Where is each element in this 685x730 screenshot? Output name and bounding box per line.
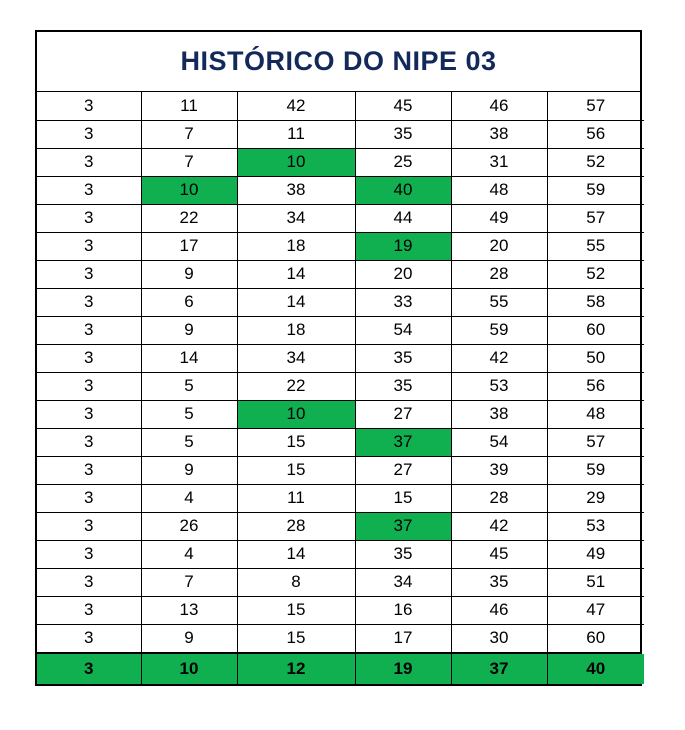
table-cell[interactable]: 7: [141, 120, 237, 148]
table-cell[interactable]: 34: [237, 204, 355, 232]
table-row: [37, 288, 644, 316]
table-cell[interactable]: 3: [37, 148, 141, 176]
table-row: [37, 400, 644, 428]
table-cell[interactable]: 17: [141, 232, 237, 260]
table-cell[interactable]: 59: [547, 456, 644, 484]
history-table-body: [37, 92, 644, 652]
table-cell[interactable]: 14: [237, 540, 355, 568]
table-cell[interactable]: 3: [37, 232, 141, 260]
table-cell[interactable]: 46: [451, 596, 547, 624]
table-cell[interactable]: 8: [237, 568, 355, 596]
table-cell[interactable]: 50: [547, 344, 644, 372]
table-cell[interactable]: 38: [451, 400, 547, 428]
table-cell[interactable]: 22: [237, 372, 355, 400]
table-cell[interactable]: 57: [547, 428, 644, 456]
table-cell[interactable]: 14: [237, 288, 355, 316]
table-cell[interactable]: 46: [451, 92, 547, 120]
table-row: [37, 204, 644, 232]
table-cell[interactable]: 11: [237, 484, 355, 512]
table-cell[interactable]: 34: [355, 568, 451, 596]
table-cell[interactable]: 53: [547, 512, 644, 540]
history-table: [37, 92, 644, 652]
table-cell[interactable]: 26: [141, 512, 237, 540]
table-cell[interactable]: 15: [355, 484, 451, 512]
table-cell[interactable]: 18: [237, 316, 355, 344]
table-cell[interactable]: 3: [37, 624, 141, 652]
table-cell[interactable]: 18: [237, 232, 355, 260]
table-cell[interactable]: 7: [141, 148, 237, 176]
table-cell[interactable]: 3: [37, 568, 141, 596]
table-cell[interactable]: 27: [355, 400, 451, 428]
table-cell[interactable]: 34: [237, 344, 355, 372]
table-cell[interactable]: 3: [37, 176, 141, 204]
table-cell[interactable]: 28: [237, 512, 355, 540]
table-cell[interactable]: 37: [355, 428, 451, 456]
page-title: HISTÓRICO DO NIPE 03: [180, 46, 497, 76]
table-cell[interactable]: 59: [547, 176, 644, 204]
table-cell[interactable]: 9: [141, 260, 237, 288]
table-row: [37, 624, 644, 652]
table-cell[interactable]: 55: [451, 288, 547, 316]
table-cell[interactable]: 45: [355, 92, 451, 120]
table-cell[interactable]: 35: [355, 120, 451, 148]
table-cell[interactable]: 9: [141, 316, 237, 344]
table-cell[interactable]: 33: [355, 288, 451, 316]
table-cell[interactable]: 3: [37, 456, 141, 484]
table-cell[interactable]: 37: [355, 512, 451, 540]
table-cell[interactable]: 56: [547, 372, 644, 400]
table-row: [37, 92, 644, 120]
table-cell[interactable]: 15: [237, 624, 355, 652]
table-cell[interactable]: 3: [37, 316, 141, 344]
table-cell[interactable]: 25: [355, 148, 451, 176]
table-cell[interactable]: 3: [37, 596, 141, 624]
table-cell[interactable]: 48: [451, 176, 547, 204]
table-cell[interactable]: 3: [37, 540, 141, 568]
table-row: [37, 316, 644, 344]
table-cell[interactable]: 38: [237, 176, 355, 204]
table-cell[interactable]: 6: [141, 288, 237, 316]
table-cell[interactable]: 5: [141, 372, 237, 400]
summary-cell[interactable]: 12: [237, 654, 355, 684]
table-cell[interactable]: 11: [141, 92, 237, 120]
table-cell[interactable]: 14: [237, 260, 355, 288]
table-cell[interactable]: 30: [451, 624, 547, 652]
table-row: [37, 540, 644, 568]
table-cell[interactable]: 40: [355, 176, 451, 204]
table-cell[interactable]: 29: [547, 484, 644, 512]
table-row: [37, 176, 644, 204]
table-cell[interactable]: 57: [547, 92, 644, 120]
table-cell[interactable]: 35: [355, 372, 451, 400]
table-cell[interactable]: 31: [451, 148, 547, 176]
table-cell[interactable]: 10: [141, 176, 237, 204]
table-cell[interactable]: 54: [355, 316, 451, 344]
summary-cell[interactable]: 19: [355, 654, 451, 684]
table-cell[interactable]: 60: [547, 624, 644, 652]
table-row: [37, 596, 644, 624]
table-cell[interactable]: 19: [355, 232, 451, 260]
table-cell[interactable]: 42: [451, 344, 547, 372]
table-cell[interactable]: 49: [451, 204, 547, 232]
table-cell[interactable]: 45: [451, 540, 547, 568]
table-cell[interactable]: 3: [37, 92, 141, 120]
summary-table: [37, 654, 644, 684]
table-row: [37, 344, 644, 372]
table-cell[interactable]: 3: [37, 288, 141, 316]
table-row: [37, 484, 644, 512]
table-cell[interactable]: 3: [37, 400, 141, 428]
table-cell[interactable]: 49: [547, 540, 644, 568]
table-row: [37, 148, 644, 176]
table-cell[interactable]: 28: [451, 260, 547, 288]
table-cell[interactable]: 20: [451, 232, 547, 260]
table-cell[interactable]: 13: [141, 596, 237, 624]
table-cell[interactable]: 9: [141, 624, 237, 652]
summary-wrap: [37, 652, 640, 684]
table-cell[interactable]: 47: [547, 596, 644, 624]
table-cell[interactable]: 27: [355, 456, 451, 484]
table-cell[interactable]: 42: [237, 92, 355, 120]
table-cell[interactable]: 16: [355, 596, 451, 624]
table-cell[interactable]: 3: [37, 120, 141, 148]
table-row: [37, 120, 644, 148]
table-cell[interactable]: 10: [237, 400, 355, 428]
summary-cell[interactable]: 3: [37, 654, 141, 684]
table-cell[interactable]: 10: [237, 148, 355, 176]
table-cell[interactable]: 53: [451, 372, 547, 400]
table-cell[interactable]: 9: [141, 456, 237, 484]
table-row: [37, 456, 644, 484]
table-row: [37, 260, 644, 288]
table-row: [37, 428, 644, 456]
table-row: [37, 232, 644, 260]
table-cell[interactable]: 52: [547, 148, 644, 176]
table-cell[interactable]: 51: [547, 568, 644, 596]
table-cell[interactable]: 42: [451, 512, 547, 540]
table-cell[interactable]: 3: [37, 512, 141, 540]
table-cell[interactable]: 15: [237, 456, 355, 484]
table-cell[interactable]: 7: [141, 568, 237, 596]
table-cell[interactable]: 3: [37, 204, 141, 232]
table-cell[interactable]: 56: [547, 120, 644, 148]
table-cell[interactable]: 3: [37, 428, 141, 456]
table-cell[interactable]: 35: [355, 344, 451, 372]
title-row: [37, 32, 640, 92]
summary-cell[interactable]: 10: [141, 654, 237, 684]
table-cell[interactable]: 35: [355, 540, 451, 568]
table-cell[interactable]: 20: [355, 260, 451, 288]
table-cell[interactable]: 58: [547, 288, 644, 316]
table-cell[interactable]: 5: [141, 400, 237, 428]
table-cell[interactable]: 15: [237, 428, 355, 456]
table-cell[interactable]: 22: [141, 204, 237, 232]
table-cell[interactable]: 60: [547, 316, 644, 344]
summary-cell[interactable]: 37: [451, 654, 547, 684]
table-cell[interactable]: 48: [547, 400, 644, 428]
table-cell[interactable]: 38: [451, 120, 547, 148]
table-cell[interactable]: 15: [237, 596, 355, 624]
table-cell[interactable]: 4: [141, 540, 237, 568]
table-cell[interactable]: 4: [141, 484, 237, 512]
table-cell[interactable]: 39: [451, 456, 547, 484]
table-cell[interactable]: 3: [37, 260, 141, 288]
table-cell[interactable]: 57: [547, 204, 644, 232]
table-cell[interactable]: 44: [355, 204, 451, 232]
table-row: [37, 512, 644, 540]
table-cell[interactable]: 3: [37, 372, 141, 400]
table-cell[interactable]: 3: [37, 484, 141, 512]
table-cell[interactable]: 3: [37, 344, 141, 372]
table-cell[interactable]: 11: [237, 120, 355, 148]
table-cell[interactable]: 17: [355, 624, 451, 652]
summary-row: [37, 654, 644, 684]
table-row: [37, 568, 644, 596]
table-cell[interactable]: 52: [547, 260, 644, 288]
table-cell[interactable]: 55: [547, 232, 644, 260]
table-cell[interactable]: 54: [451, 428, 547, 456]
history-sheet: [35, 30, 642, 686]
table-cell[interactable]: 35: [451, 568, 547, 596]
table-row: [37, 372, 644, 400]
table-cell[interactable]: 5: [141, 428, 237, 456]
summary-cell[interactable]: 40: [547, 654, 644, 684]
table-cell[interactable]: 59: [451, 316, 547, 344]
table-cell[interactable]: 28: [451, 484, 547, 512]
table-cell[interactable]: 14: [141, 344, 237, 372]
